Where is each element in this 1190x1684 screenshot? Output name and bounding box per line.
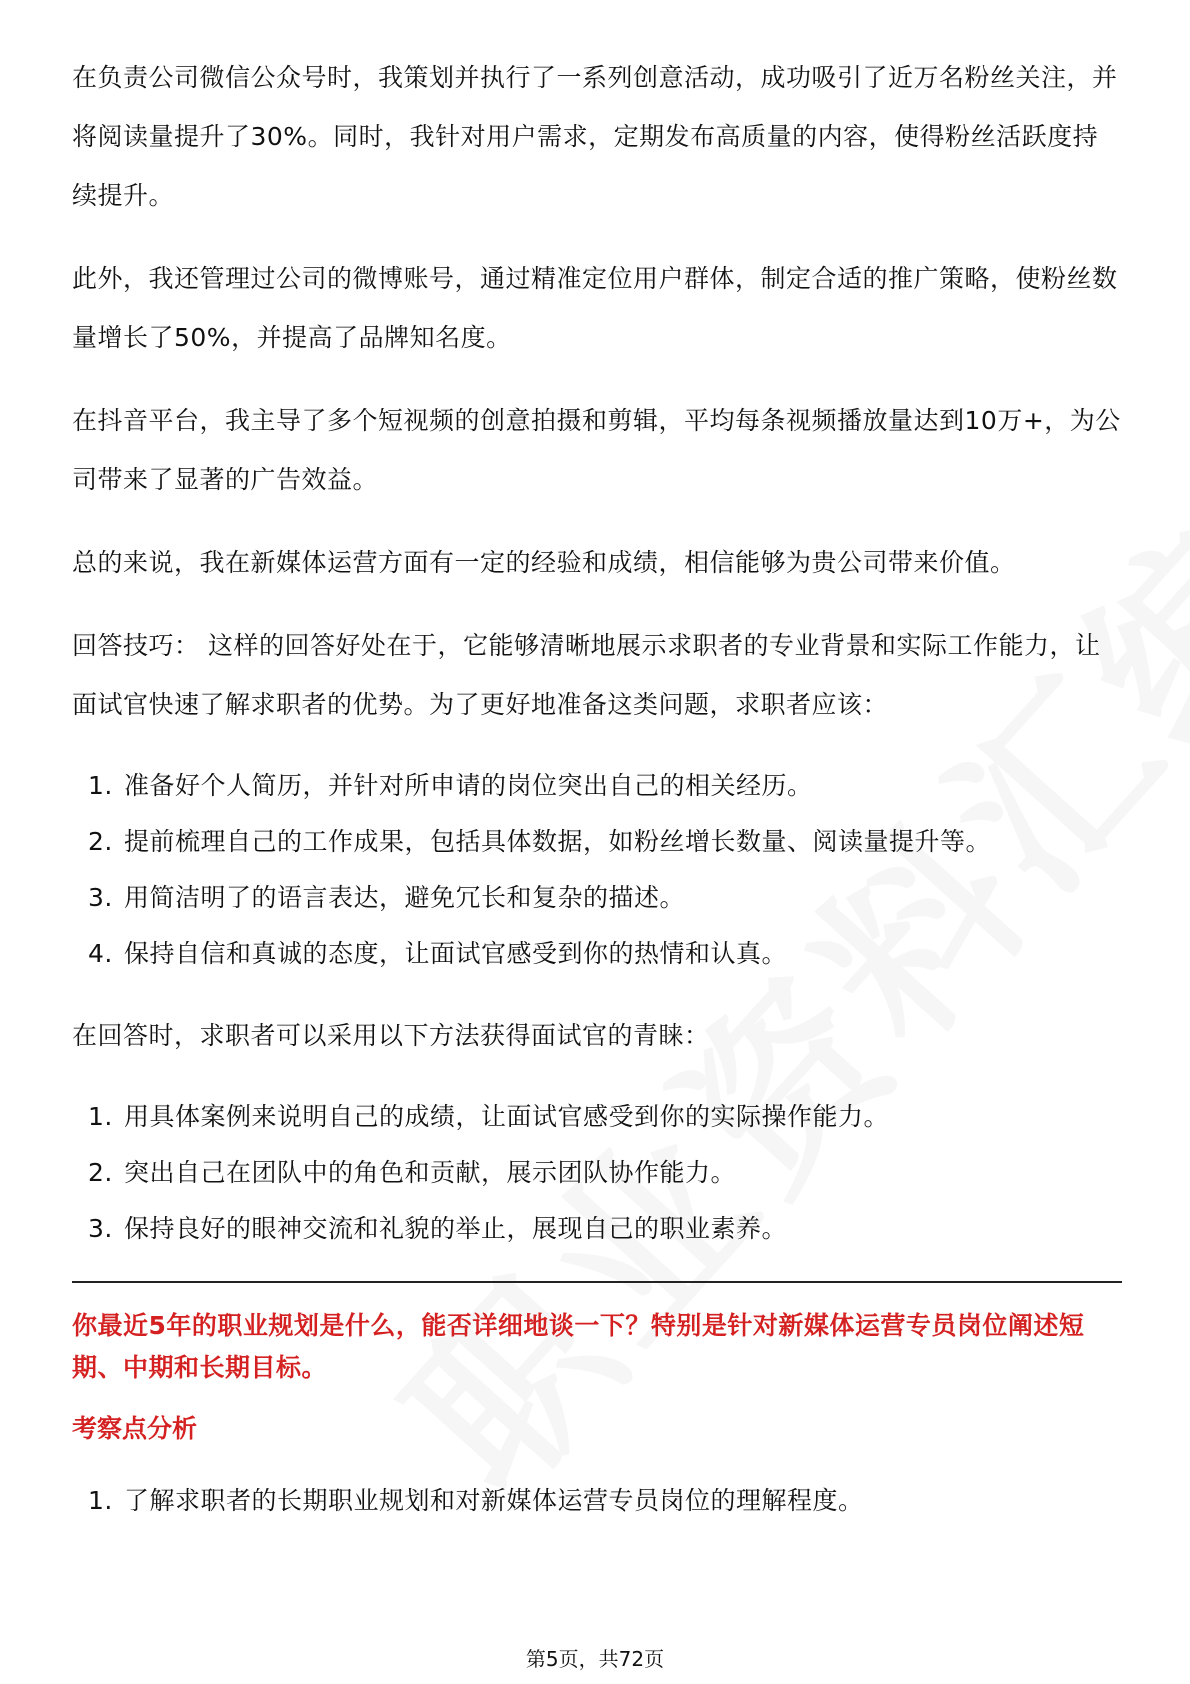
analysis-list <box>72 1473 1122 1529</box>
paragraph-summary: 总的来说，我在新媒体运营方面有一定的经验和成绩，相信能够为贵公司带来价值。 <box>72 548 1016 577</box>
paragraph-answer-tips: 回答技巧： 这样的回答好处在于，它能够清晰地展示求职者的专业背景和实际工作能力，让面试官快速了解求职者的优势。为了更好地准备这类问题，求职者应该： <box>72 631 1101 719</box>
methods-list <box>72 1089 1122 1257</box>
list-item: 4. 保持自信和真诚的态度，让面试官感受到你的热情和认真。 <box>88 939 788 968</box>
paragraph-douyin: 在抖音平台，我主导了多个短视频的创意拍摄和剪辑，平均每条视频播放量达到10万+，为公司带来了显著的广告效益。 <box>72 406 1121 494</box>
list-item: 3. 用简洁明了的语言表达，避免冗长和复杂的描述。 <box>88 883 686 912</box>
interview-question: 你最近5年的职业规划是什么，能否详细地谈一下？特别是针对新媒体运营专员岗位阐述短期、中期和长期目标。 <box>72 1311 1085 1382</box>
list-item: 1. 用具体案例来说明自己的成绩，让面试官感受到你的实际操作能力。 <box>88 1102 890 1131</box>
tips-list <box>72 758 1122 982</box>
page-number: 第5页，共72页 <box>525 1647 665 1671</box>
list-item: 1. 了解求职者的长期职业规划和对新媒体运营专员岗位的理解程度。 <box>88 1486 864 1515</box>
section-title: 考察点分析 <box>72 1414 198 1443</box>
paragraph-methods-intro: 在回答时，求职者可以采用以下方法获得面试官的青睐： <box>72 1021 710 1050</box>
paragraph-wechat: 在负责公司微信公众号时，我策划并执行了一系列创意活动，成功吸引了近万名粉丝关注，并将阅读量提升了30%。同时，我针对用户需求，定期发布高质量的内容，使得粉丝活跃度持续提升。 <box>72 63 1118 210</box>
document-page <box>72 48 1122 1553</box>
paragraph-weibo: 此外，我还管理过公司的微博账号，通过精准定位用户群体，制定合适的推广策略，使粉丝数量增长了50%，并提高了品牌知名度。 <box>72 264 1118 352</box>
section-divider <box>72 1281 1122 1283</box>
list-item: 2. 提前梳理自己的工作成果，包括具体数据，如粉丝增长数量、阅读量提升等。 <box>88 827 992 856</box>
list-item: 2. 突出自己在团队中的角色和贡献，展示团队协作能力。 <box>88 1158 737 1187</box>
list-item: 1. 准备好个人简历，并针对所申请的岗位突出自己的相关经历。 <box>88 771 813 800</box>
list-item: 3. 保持良好的眼神交流和礼貌的举止，展现自己的职业素养。 <box>88 1214 788 1243</box>
